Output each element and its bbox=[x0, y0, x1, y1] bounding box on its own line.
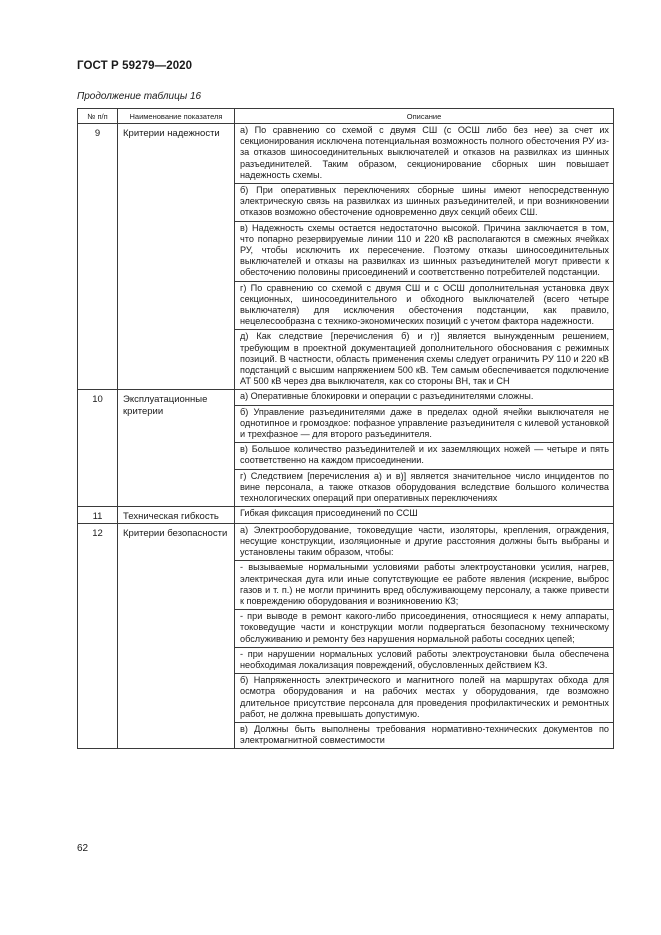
description-paragraph: б) Управление разъединителями даже в пределах одной ячейки выключателя не однотипное и громоздкое: пофазное управление разъединителя с килевой установкой и трехфазное — для второго разъединителя. bbox=[235, 405, 613, 443]
description-paragraph: а) Оперативные блокировки и операции с разъединителями сложны. bbox=[240, 391, 534, 402]
description-paragraph: - при выводе в ремонт какого-либо присоединения, относящиеся к нему аппараты, токоведущие части и конструкции могли подвергаться безопасному техническому обслуживанию и ремонту без нарушения нормальной работы соседних цепей; bbox=[235, 609, 613, 647]
row-number: 11 bbox=[78, 507, 118, 524]
description-paragraph: - вызываемые нормальными условиями работы электроустановки усилия, нагрев, электрическая дуга или иные сопутствующие ее работе явления (искрение, выброс газов и т. п.) не могли причинить вред обслуживающему персоналу, а также привести к повреждению оборудования и возникновению КЗ; bbox=[235, 560, 613, 609]
description-paragraph: б) Напряженность электрического и магнитного полей на маршрутах обхода для осмотра оборудования и на рабочих местах у оборудования, где возможно длительное присутствие персонала для проведения профилактических и ремонтных работ, не должна превышать допустимую. bbox=[235, 673, 613, 722]
description-paragraph: в) Должны быть выполнены требования нормативно-технических документов по электромагнитной совместимости bbox=[235, 722, 613, 748]
description-paragraph: - при нарушении нормальных условий работы электроустановки была обеспечена необходимая локализация повреждений, обусловленных действием КЗ. bbox=[235, 647, 613, 673]
description-cell bbox=[235, 124, 614, 390]
column-header-number: № п/п bbox=[78, 109, 118, 124]
standard-header: ГОСТ Р 59279—2020 bbox=[77, 60, 193, 72]
indicator-name: Эксплуатационные критерии bbox=[118, 390, 235, 507]
description-paragraph: б) При оперативных переключениях сборные шины имеют непосредственную электрическую связь на развилках из шинных разъединителей, и при возникновении отказов возможно обесточение одновременно двух секций обеих СШ. bbox=[235, 183, 613, 221]
table-row bbox=[78, 124, 614, 390]
description-paragraph: г) По сравнению со схемой с двумя СШ и с ОСШ дополнительная установка двух секционных, шиносоединительного и обходного выключателей (всего четыре выключателя) для исключения обесточения подстанции, как правило, нецелесообразна с технико-экономических позиций с учетом фактора надежности. bbox=[235, 281, 613, 330]
row-number: 12 bbox=[78, 523, 118, 749]
column-header-indicator: Наименование показателя bbox=[118, 109, 235, 124]
indicator-name: Критерии безопасности bbox=[118, 523, 235, 749]
description-paragraph: д) Как следствие [перечисления б) и г)] является вынужденным решением, требующим в проектной документацией дополнительного обоснования с режимных позиций. В частности, область применения схемы следует ограничить РУ 110 и 220 кВ подстанций с высшим напряжением 500 кВ. Тем самым обеспечивается подключение АТ 500 кВ через два выключателя, как со стороны ВН, так и СН bbox=[235, 329, 613, 389]
table-row bbox=[78, 390, 614, 507]
description-paragraph: а) По сравнению со схемой с двумя СШ (с ОСШ либо без нее) за счет их секционирования исключена потенциальная возможность полного обесточения РУ из-за отказов шиносоединительных выключателей и отказов на развилках из шинных разъединителей. Таким образом, секционирование сборных шин повышает надежность схемы. bbox=[240, 125, 609, 180]
indicator-name: Техническая гибкость bbox=[118, 507, 235, 524]
description-paragraph: а) Электрооборудование, токоведущие части, изоляторы, крепления, ограждения, несущие конструкции, изоляционные и другие расстояния должны быть выбраны и установлены таким образом, чтобы: bbox=[240, 524, 609, 558]
description-cell bbox=[235, 507, 614, 524]
row-number: 9 bbox=[78, 124, 118, 390]
description-paragraph: Гибкая фиксация присоединений по ССШ bbox=[240, 508, 418, 519]
description-paragraph: в) Надежность схемы остается недостаточно высокой. Причина заключается в том, что попарно резервируемые линии 110 и 220 кВ располагаются в смежных ячейках РУ, чтобы исключить их пересечение. Поэтому отказы шиносоединительных выключателей и отказы на развилках из шинных разъединителей могут привести к обесточению половины присоединений и соответственно потребителей подстанции. bbox=[235, 221, 613, 281]
description-cell bbox=[235, 390, 614, 507]
table-header-row bbox=[78, 109, 614, 124]
table-row bbox=[78, 523, 614, 749]
description-cell bbox=[235, 523, 614, 749]
indicators-table bbox=[77, 108, 614, 749]
indicator-name: Критерии надежности bbox=[118, 124, 235, 390]
column-header-description: Описание bbox=[235, 109, 614, 124]
table-row bbox=[78, 507, 614, 524]
page-number: 62 bbox=[77, 843, 89, 854]
table-continuation-caption: Продолжение таблицы 16 bbox=[77, 91, 202, 102]
description-paragraph: г) Следствием [перечисления а) и в)] является значительное число инцидентов по вине персонала, а также отказов оборудования вследствие большого количества технологических операций при оперативных переключениях bbox=[235, 469, 613, 507]
description-paragraph: в) Большое количество разъединителей и их заземляющих ножей — четыре и пять соответственно на каждом присоединении. bbox=[235, 442, 613, 468]
row-number: 10 bbox=[78, 390, 118, 507]
